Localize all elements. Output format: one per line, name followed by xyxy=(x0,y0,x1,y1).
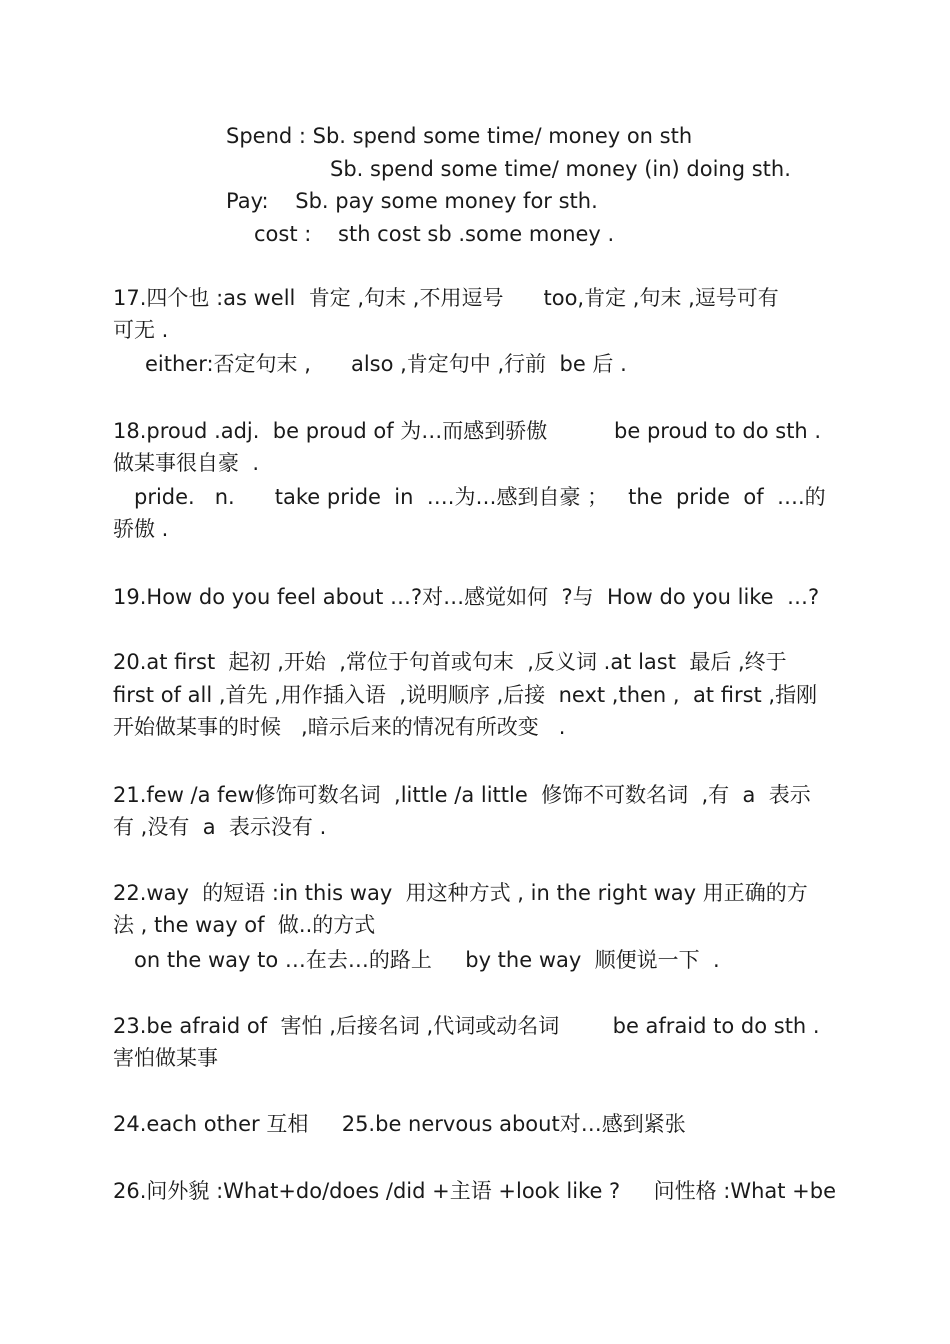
cost-usage-line: cost : sth cost sb .some money . xyxy=(254,222,615,246)
item-18-line-3: pride. n. take pride in ….为…感到自豪 ； the pride of ….的 xyxy=(134,485,826,509)
item-17-line-3: either:否定句末 , also ,肯定句中 ,行前 be 后 . xyxy=(145,352,627,376)
pay-usage-line: Pay: Sb. pay some money for sth. xyxy=(226,189,598,213)
item-22-line-1: 22.way 的短语 :in this way 用这种方式 , in the right way 用正确的方 xyxy=(113,881,808,905)
item-18-line-4: 骄傲 . xyxy=(113,517,169,541)
item-24-25-line: 24.each other 互相 25.be nervous about对…感到紧张 xyxy=(113,1112,686,1136)
item-21-line-1: 21.few /a few修饰可数名词 ,little /a little 修饰不可数名词 ,有 a 表示 xyxy=(113,783,811,807)
item-21-line-2: 有 ,没有 a 表示没有 . xyxy=(113,815,327,839)
spend-doing-line: Sb. spend some time/ money (in) doing sth. xyxy=(330,157,791,181)
item-18-line-2: 做某事很自豪 . xyxy=(113,451,260,475)
item-20-line-3: 开始做某事的时候 ,暗示后来的情况有所改变 . xyxy=(113,715,566,739)
item-20-line-1: 20.at first 起初 ,开始 ,常位于句首或句末 ,反义词 .at last 最后 ,终于 xyxy=(113,650,787,674)
item-17-line-1: 17.四个也 :as well 肯定 ,句末 ,不用逗号 too,肯定 ,句末 ,逗号可有 xyxy=(113,286,779,310)
item-22-line-3: on the way to …在去…的路上 by the way 顺便说一下 . xyxy=(134,948,720,972)
item-20-line-2: first of all ,首先 ,用作插入语 ,说明顺序 ,后接 next ,then , at first ,指刚 xyxy=(113,683,818,707)
item-19-line-1: 19.How do you feel about …?对…感觉如何 ?与 How do you like …? xyxy=(113,585,820,609)
item-18-line-1: 18.proud .adj. be proud of 为…而感到骄傲 be proud to do sth . xyxy=(113,419,822,443)
spend-usage-line: Spend : Sb. spend some time/ money on sth xyxy=(226,124,693,148)
item-17-line-2: 可无 . xyxy=(113,318,169,342)
item-23-line-2: 害怕做某事 xyxy=(113,1046,218,1070)
item-22-line-2: 法 , the way of 做..的方式 xyxy=(113,913,376,937)
item-23-line-1: 23.be afraid of 害怕 ,后接名词 ,代词或动名词 be afraid to do sth . xyxy=(113,1014,820,1038)
item-26-line-1: 26.问外貌 :What+do/does /did +主语 +look like ? 问性格 :What +be xyxy=(113,1179,837,1203)
